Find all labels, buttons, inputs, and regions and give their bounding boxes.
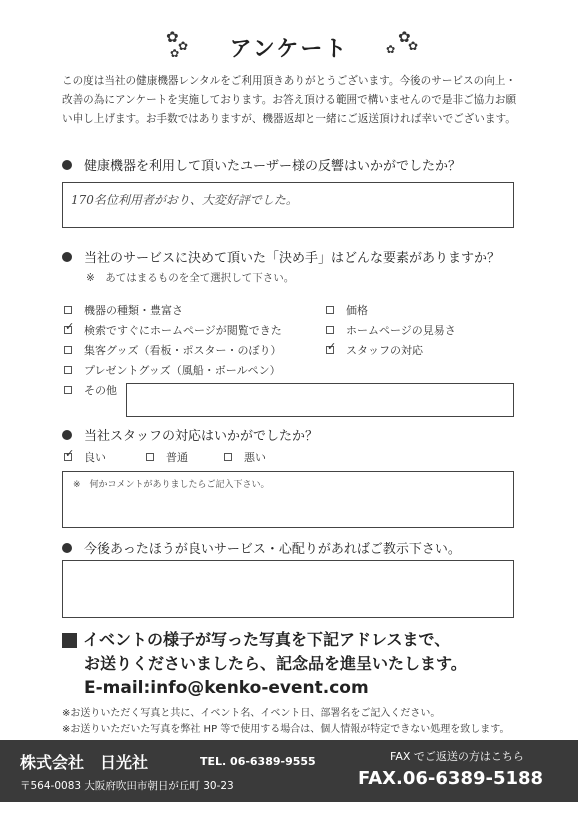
filled-circle-icon [62,543,72,553]
fax-number: FAX.06-6389-5188 [358,768,544,789]
option-equipment-variety[interactable]: 機器の種類・豊富さ [64,302,183,318]
checkbox-icon[interactable] [326,326,334,334]
checkbox-icon[interactable] [64,306,72,314]
option-average[interactable]: 普通 [146,449,188,465]
checkbox-icon[interactable] [64,447,75,461]
telephone-number: TEL. 06-6389-9555 [200,755,316,768]
option-other[interactable]: その他 [64,382,117,398]
photo-note-2: ※お送りいただいた写真を弊社 HP 等で使用する場合は、個人情報が特定できない処理を致します。 [62,724,510,735]
check-mark-icon: ✓ [65,447,75,460]
question-2 [62,247,500,266]
option-promo-goods[interactable]: 集客グッズ（看板・ポスター・のぼり） [64,342,281,358]
answer-1-handwriting: 170名位利用者がおり、大変好評でした。 [71,193,298,207]
flower-icon: ✿ [408,39,419,53]
filled-circle-icon [62,252,72,262]
option-price[interactable]: 価格 [326,302,368,318]
other-input-box[interactable] [126,383,514,417]
flower-icon: ✿ [178,39,189,53]
question-3 [62,425,318,444]
option-good[interactable]: ✓ 良い [65,447,106,464]
question-1-text: 健康機器を利用して頂いたユーザー様の反響はいかがでしたか？ [84,159,462,174]
flower-icon: ✿ [166,28,179,46]
option-staff-response[interactable]: ✓ スタッフの対応 [327,340,423,357]
check-mark-icon: ✓ [65,320,75,333]
question-4 [62,538,461,557]
photo-message-line1: イベントの様子が写った写真を下記アドレスまで、 [83,630,451,649]
company-name: 株式会社 日光社 [20,753,149,772]
checkbox-icon[interactable] [326,340,337,354]
intro-text: この度は当社の健康機器レンタルをご利用頂きありがとうございます。今後のサービスの向上・改善の為にアンケートを実施しております。お答え頂ける範囲で構いませんので是非ご協力お願い申し上げます。お手数ではありますが、機器返却と一緒にご返送頂ければ幸いでございます。 [62,75,517,125]
question-1 [62,155,461,174]
photo-note-1: ※お送りいただく写真と共に、イベント名、イベント日、部署名をご記入ください。 [62,708,441,719]
checkbox-icon[interactable] [224,453,232,461]
checkbox-icon[interactable] [64,366,72,374]
option-present-goods[interactable]: プレゼントグッズ（風船・ボールペン） [64,362,281,378]
check-mark-icon: ✓ [327,340,337,353]
fax-caption: FAX でご返送の方はこちら [390,750,524,763]
suggestion-box[interactable] [62,560,514,618]
page-title: アンケート [229,37,349,62]
option-search-homepage[interactable]: ✓ 検索ですぐにホームページが閲覧できた [65,320,282,337]
square-bullet-icon [62,633,77,648]
checkbox-icon[interactable] [146,453,154,461]
checkbox-icon[interactable] [64,386,72,394]
comment-box[interactable] [62,471,514,528]
flower-icon: ✿ [170,47,180,60]
footer [0,740,578,802]
photo-message-line2: お送りくださいましたら、記念品を進呈いたします。 [84,654,467,673]
question-2-note: ※ あてはまるものを全て選択して下さい。 [86,272,295,284]
checkbox-icon[interactable] [64,346,72,354]
answer-1-box[interactable] [62,182,514,228]
flower-icon: ✿ [398,28,411,46]
question-4-text: 今後あったほうが良いサービス・心配りがあればご教示下さい。 [84,542,461,557]
email-address[interactable]: E-mail:info@kenko-event.com [84,678,369,698]
option-bad[interactable]: 悪い [224,449,266,465]
comment-placeholder: ※ 何かコメントがありましたらご記入下さい。 [73,480,270,490]
option-homepage-readability[interactable]: ホームページの見易さ [326,322,456,338]
question-3-text: 当社スタッフの対応はいかがでしたか？ [84,429,319,444]
checkbox-icon[interactable] [326,306,334,314]
photo-message [62,628,467,676]
question-2-text: 当社のサービスに決めて頂いた「決め手」はどんな要素がありますか？ [84,251,501,266]
checkbox-icon[interactable] [64,320,75,334]
flower-icon: ✿ [386,43,396,56]
filled-circle-icon [62,430,72,440]
filled-circle-icon [62,160,72,170]
company-address: 〒564-0083 大阪府吹田市朝日が丘町 30-23 [20,780,234,792]
